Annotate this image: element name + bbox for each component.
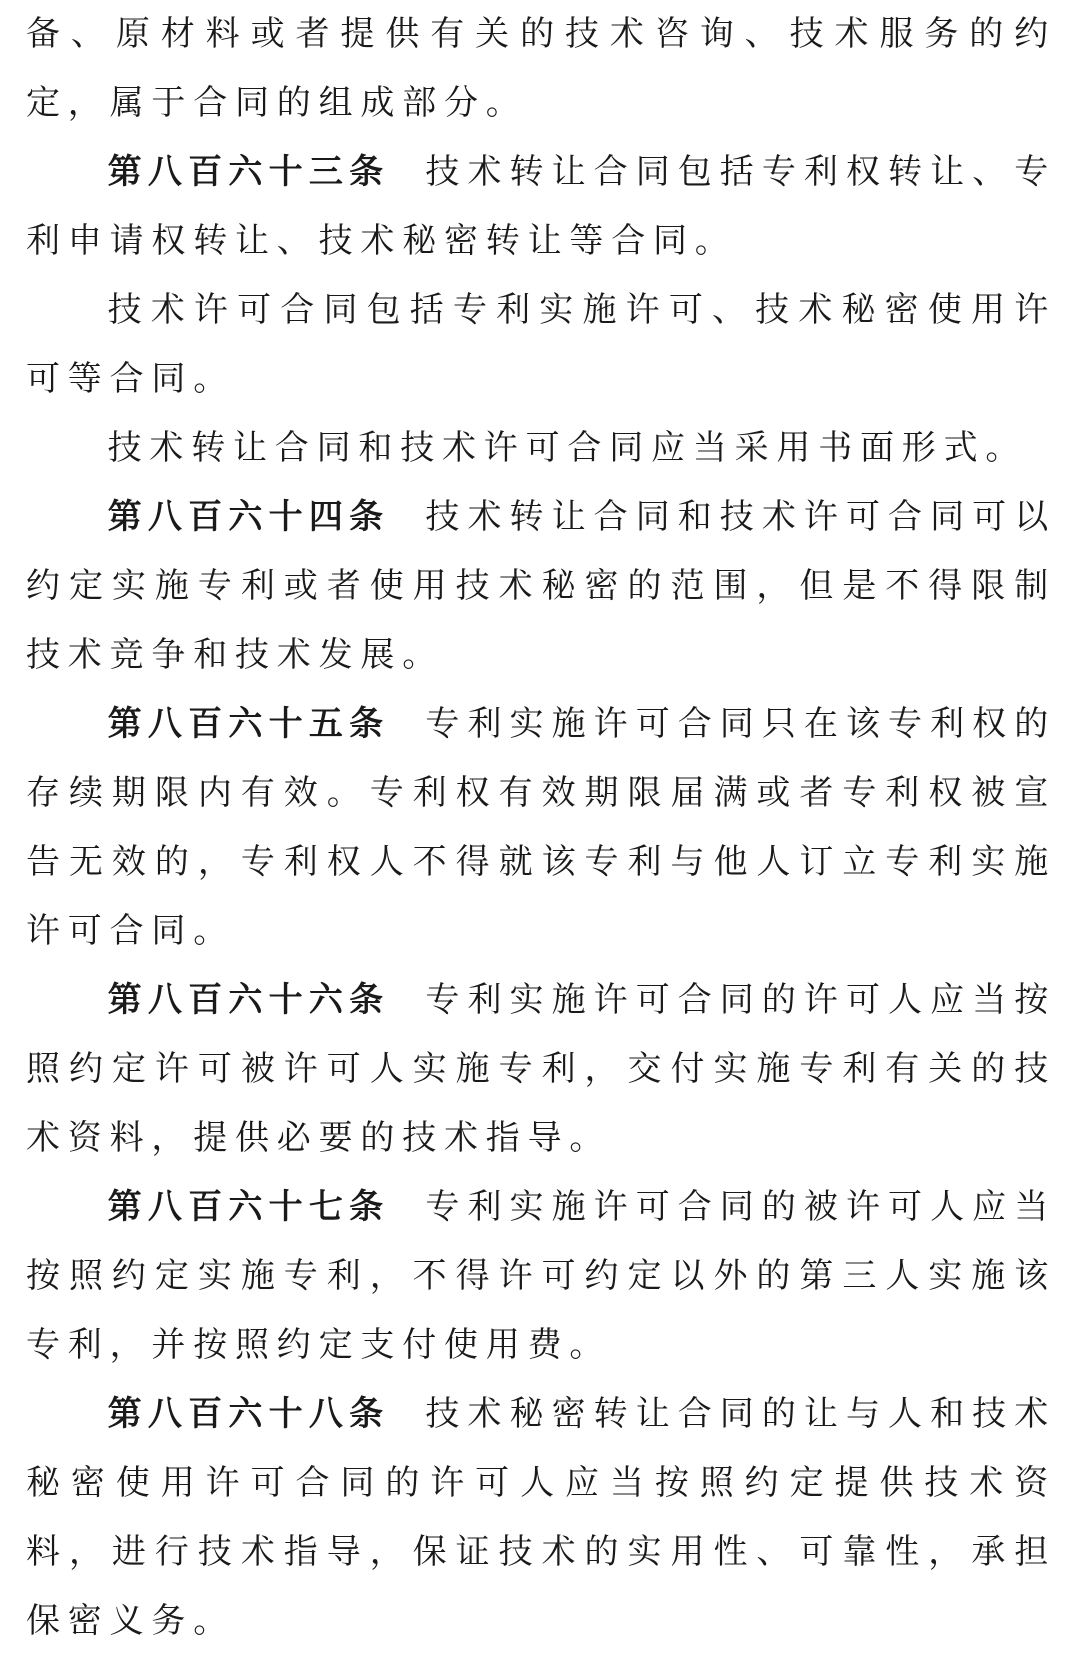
article-867 [26, 1173, 1056, 1380]
paragraph-text: 备、原材料或者提供有关的技术咨询、技术服务的约定，属于合同的组成部分。 [26, 14, 1056, 123]
article-863-paragraph-2 [26, 276, 1056, 414]
article-864 [26, 483, 1056, 690]
article-868 [26, 1380, 1056, 1656]
article-866 [26, 966, 1056, 1173]
article-865 [26, 690, 1056, 966]
article-number: 第八百六十七条 [107, 1187, 390, 1227]
paragraph-text: 技术许可合同包括专利实施许可、技术秘密使用许可等合同。 [26, 290, 1056, 399]
paragraph-text: 专利实施许可合同的许可人应当按照约定许可被许可人实施专利，交付实施专利有关的技术资料，提供必要的技术指导。 [26, 980, 1057, 1158]
paragraph-text: 技术转让合同和技术许可合同应当采用书面形式。 [107, 428, 1028, 468]
paragraph-text: 专利实施许可合同只在该专利权的存续期限内有效。专利权有效期限届满或者专利权被宣告无效的，专利权人不得就该专利与他人订立专利实施许可合同。 [26, 704, 1057, 951]
article-number: 第八百六十六条 [107, 980, 390, 1020]
article-863-paragraph-3 [26, 414, 1056, 483]
paragraph-text: 技术转让合同包括专利权转让、专利申请权转让、技术秘密转让等合同。 [26, 152, 1057, 261]
article-863 [26, 138, 1056, 276]
paragraph-text: 专利实施许可合同的被许可人应当按照约定实施专利，不得许可约定以外的第三人实施该专利，并按照约定支付使用费。 [26, 1187, 1057, 1365]
article-number: 第八百六十八条 [107, 1394, 390, 1434]
paragraph-continuation [26, 0, 1056, 138]
article-number: 第八百六十三条 [107, 152, 390, 192]
article-number: 第八百六十五条 [107, 704, 390, 744]
article-number: 第八百六十四条 [107, 497, 390, 537]
paragraph-text: 技术秘密转让合同的让与人和技术秘密使用许可合同的许可人应当按照约定提供技术资料，进行技术指导，保证技术的实用性、可靠性，承担保密义务。 [26, 1394, 1057, 1641]
paragraph-text: 技术转让合同和技术许可合同可以约定实施专利或者使用技术秘密的范围，但是不得限制技术竞争和技术发展。 [26, 497, 1057, 675]
document-body [26, 0, 1056, 1656]
